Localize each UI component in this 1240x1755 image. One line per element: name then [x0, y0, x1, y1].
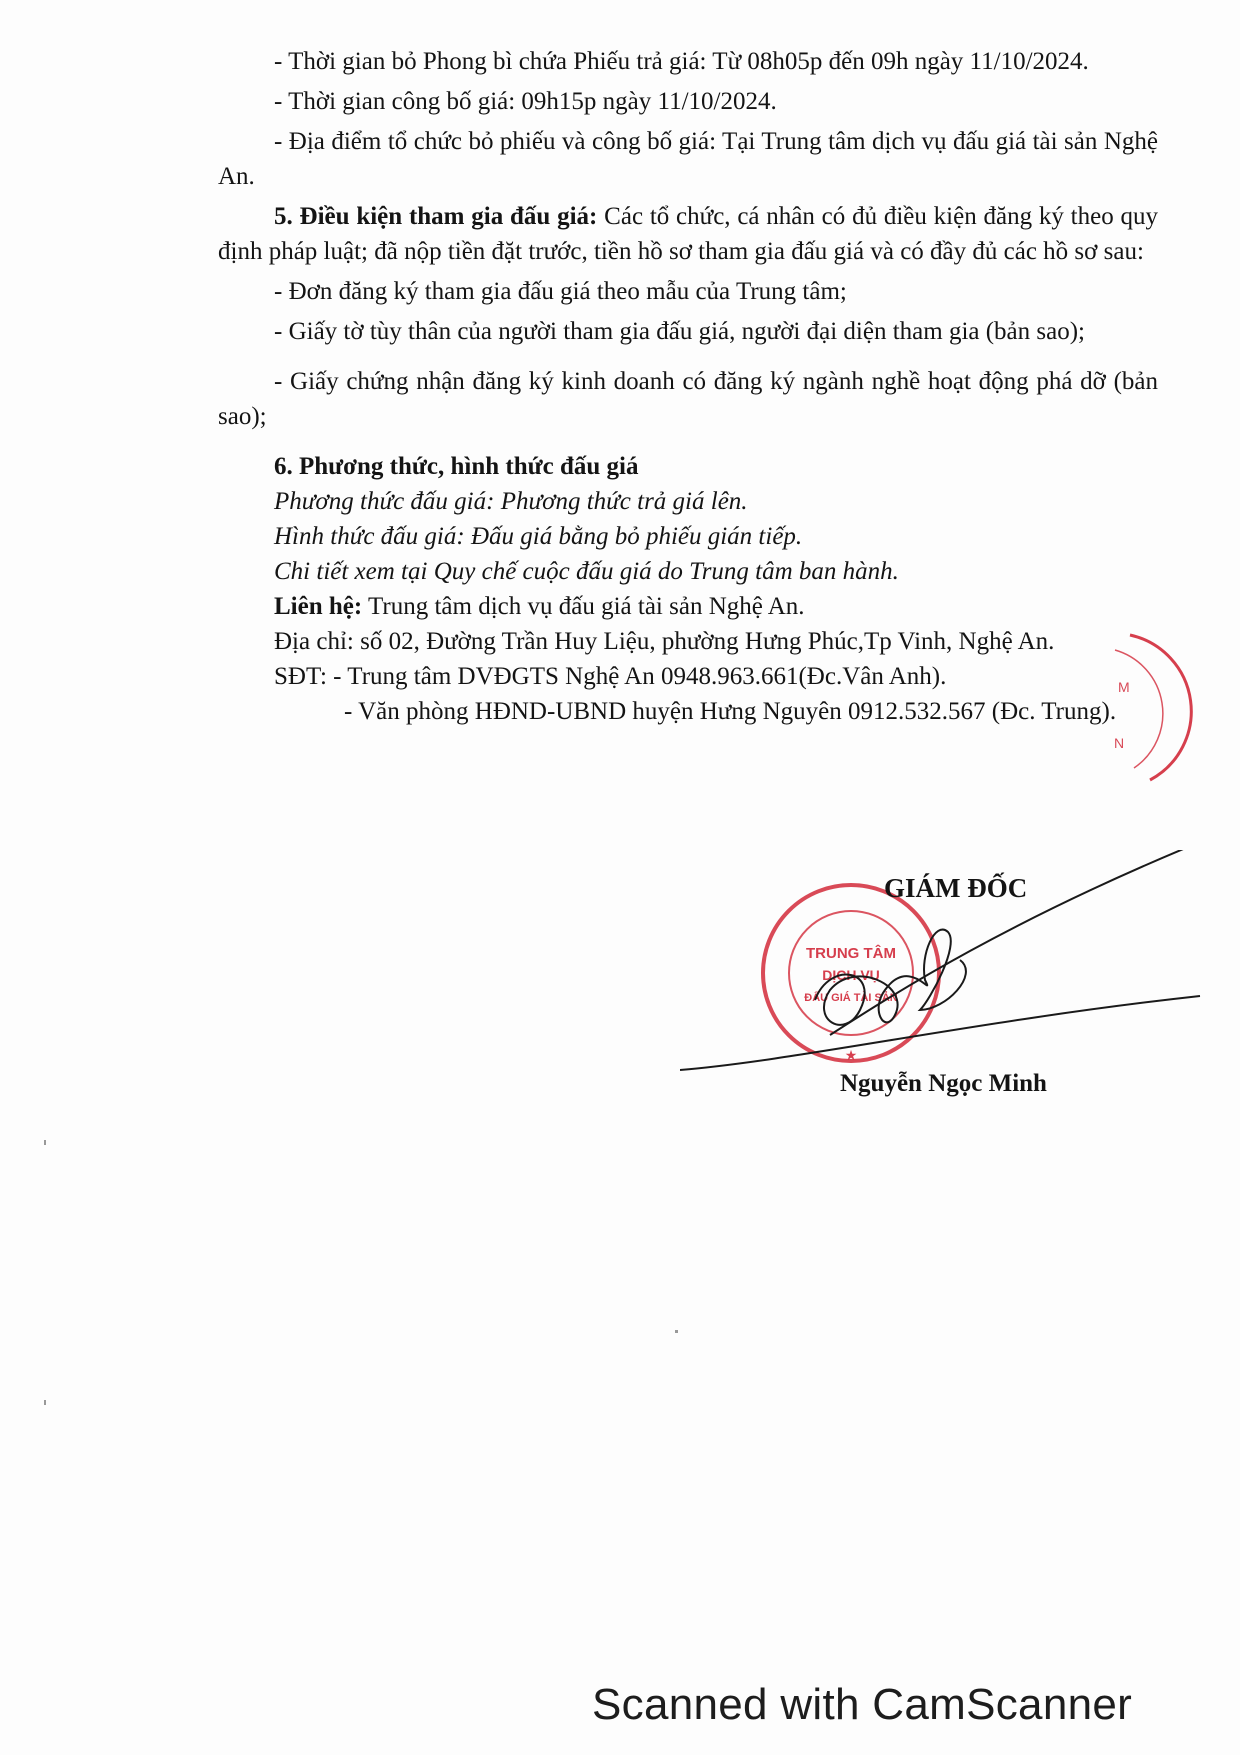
- auction-form: Hình thức đấu giá: Đấu giá bằng bỏ phiếu gián tiếp.: [274, 523, 803, 550]
- scan-speck: [44, 1140, 46, 1145]
- auction-rules-note: Chi tiết xem tại Quy chế cuộc đấu giá do Trung tâm ban hành.: [274, 558, 899, 585]
- svg-text:N: N: [1114, 735, 1125, 751]
- price-announcement-time: - Thời gian công bố giá: 09h15p ngày 11/10/2024.: [274, 88, 777, 115]
- scan-speck: [675, 1330, 678, 1333]
- requirement-item: - Giấy chứng nhận đăng ký kinh doanh có đăng ký ngành nghề hoạt động phá dỡ (bản sao);: [218, 368, 1158, 430]
- bid-envelope-time: - Thời gian bỏ Phong bì chứa Phiếu trả giá: Từ 08h05p đến 09h ngày 11/10/2024.: [274, 48, 1089, 75]
- address-line: Địa chỉ: số 02, Đường Trần Huy Liệu, phường Hưng Phúc,Tp Vinh, Nghệ An.: [274, 628, 1055, 655]
- seal-line-3: ĐẤU GIÁ TÀI SẢN: [804, 992, 898, 1004]
- contact-label: Liên hệ:: [274, 593, 363, 620]
- phone-line-2: - Văn phòng HĐND-UBND huyện Hưng Nguyên 0912.532.567 (Đc. Trung).: [344, 698, 1117, 725]
- partial-seal-right: [1110, 630, 1240, 790]
- phone-line-1: SĐT: - Trung tâm DVĐGTS Nghệ An 0948.963.661(Đc.Vân Anh).: [274, 663, 947, 690]
- signer-name: Nguyễn Ngọc Minh: [840, 1070, 1047, 1097]
- section-6-heading: 6. Phương thức, hình thức đấu giá: [274, 453, 639, 480]
- section-5-heading: 5. Điều kiện tham gia đấu giá:: [274, 203, 598, 230]
- auction-method: Phương thức đấu giá: Phương thức trả giá lên.: [274, 488, 748, 515]
- requirement-item: - Đơn đăng ký tham gia đấu giá theo mẫu của Trung tâm;: [274, 278, 847, 305]
- section-5-text: Các tổ chức, cá nhân có đủ điều kiện đăng ký theo quy định pháp luật; đã nộp tiền đặt trước, tiền hồ sơ tham gia đấu giá và có đầy đủ các hồ sơ sau:: [218, 203, 1158, 265]
- seal-line-2: DỊCH VỤ: [822, 967, 880, 983]
- scan-speck: [44, 1400, 46, 1405]
- auction-venue: - Địa điểm tổ chức bỏ phiếu và công bố giá: Tại Trung tâm dịch vụ đấu giá tài sản Nghệ An.: [218, 128, 1158, 190]
- contact-line: [218, 589, 1158, 624]
- star-icon: ★: [844, 1048, 858, 1064]
- section-5: [218, 199, 1158, 269]
- camscanner-watermark: Scanned with CamScanner: [592, 1680, 1133, 1729]
- seal-line-1: TRUNG TÂM: [806, 945, 896, 962]
- svg-text:M: M: [1118, 679, 1130, 695]
- document-body: [218, 44, 1158, 729]
- signer-title: GIÁM ĐỐC: [884, 873, 1028, 903]
- requirement-item: - Giấy tờ tùy thân của người tham gia đấu giá, người đại diện tham gia (bản sao);: [274, 318, 1085, 345]
- contact-text: Trung tâm dịch vụ đấu giá tài sản Nghệ An.: [362, 593, 805, 620]
